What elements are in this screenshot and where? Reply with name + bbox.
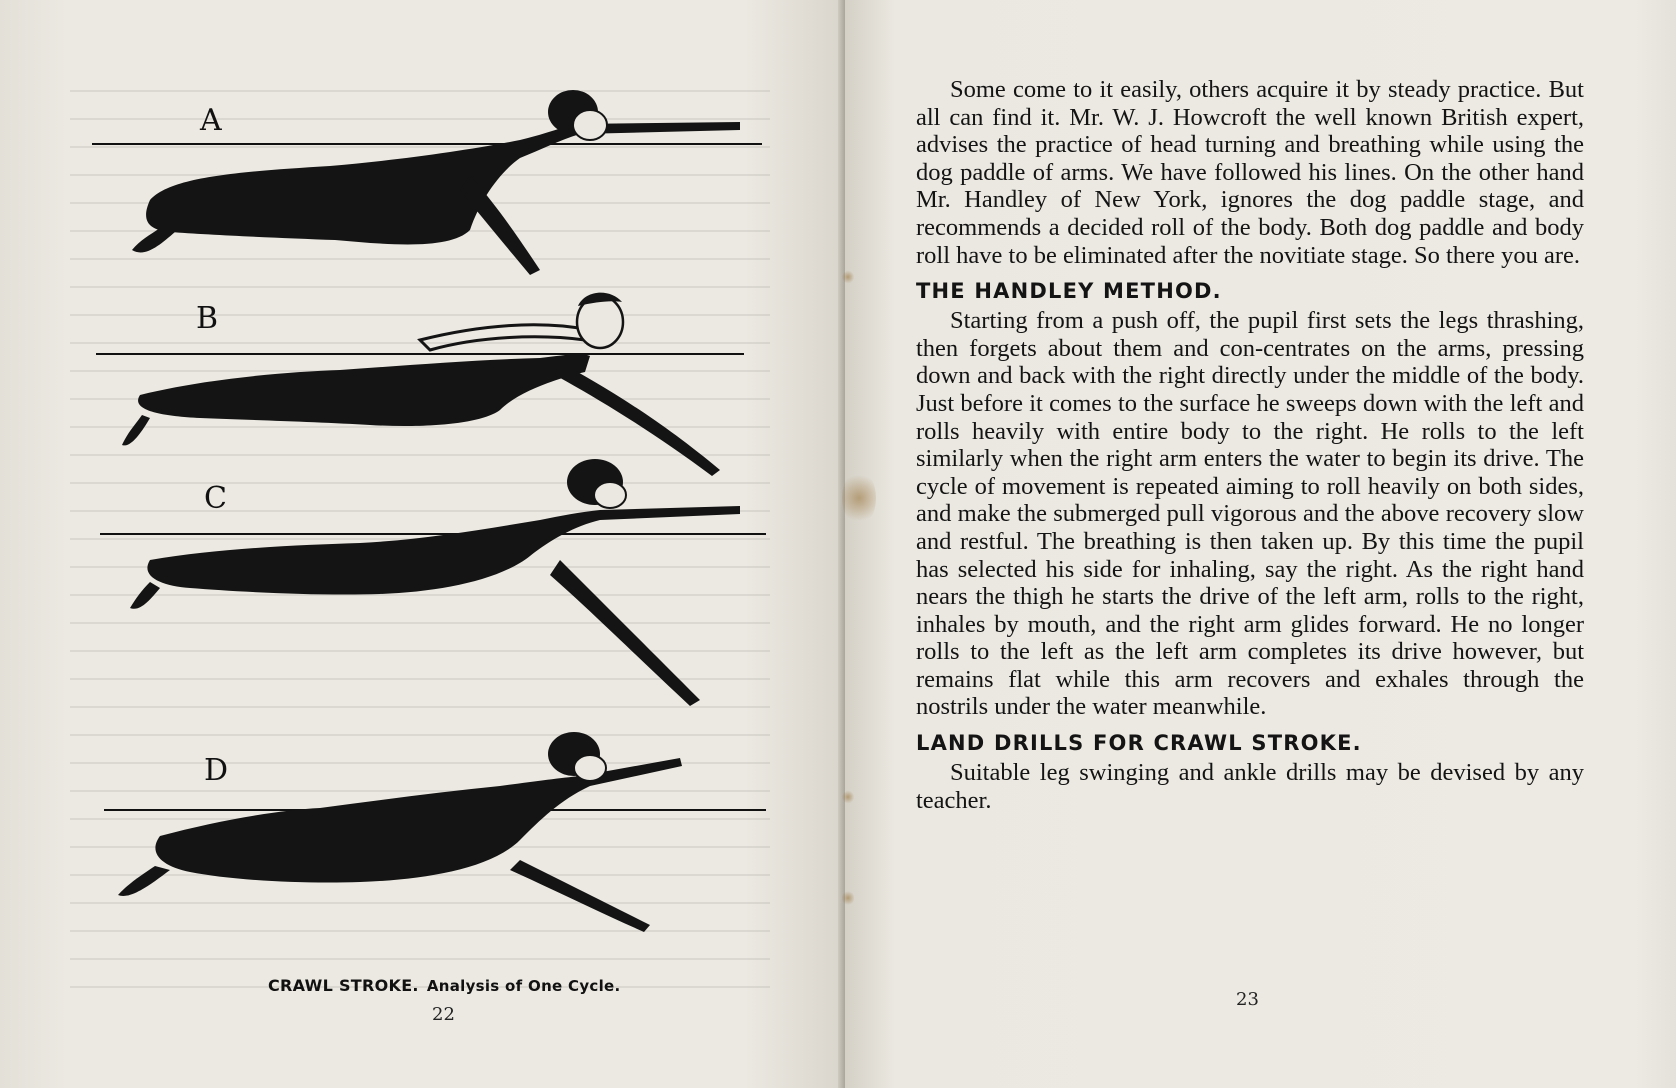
- figure-label-d: D: [204, 753, 229, 788]
- swimmer-c: [100, 459, 766, 706]
- paragraph-land-drills: Suitable leg swinging and ankle drills may be devised by any teacher.: [916, 759, 1584, 814]
- figure-label-b: B: [196, 301, 219, 336]
- figure-caption: [268, 976, 648, 995]
- page-stain: [842, 270, 854, 284]
- heading-land-drills: LAND DRILLS FOR CRAWL STROKE.: [916, 731, 1362, 756]
- paragraph-handley-method: Starting from a push off, the pupil first sets the legs thrashing, then forgets about them and con-centrates on the arms, pressing down and back with the right directly under the middle of the body. Just before it comes to the surface he sweeps down with the left and rolls heavily with entire body to the right. He rolls to the left similarly when the right arm enters the water to begin its drive. The cycle of movement is repeated aiming to roll heavily on both sides, and make the submerged pull vigorous and the above recovery slow and restful. The breathing is then taken up. By this time the pupil has selected his side for inhaling, say the right. As the right hand nears the thigh he starts the drive of the left arm, rolls to the right, inhales by mouth, and the right arm glides forward. He no longer rolls to the left as the left arm completes its drive however, but remains flat while this arm recovers and exhales through the nostrils under the water meanwhile.: [916, 307, 1584, 721]
- page-stain: [842, 890, 854, 906]
- caption-main: CRAWL STROKE.: [268, 976, 419, 995]
- page-stain: [842, 790, 854, 804]
- heading-handley-method: THE HANDLEY METHOD.: [916, 279, 1222, 304]
- caption-sub: Analysis of One Cycle.: [426, 977, 621, 995]
- page-number-right: 23: [1236, 989, 1259, 1010]
- swimmer-a: [92, 90, 762, 275]
- page-stain: [842, 470, 876, 526]
- figure-label-c: C: [204, 481, 227, 516]
- right-page-text: [916, 76, 1584, 814]
- swimmer-b: [96, 293, 744, 476]
- page-number-left: 22: [432, 1004, 455, 1025]
- paragraph-intro: Some come to it easily, others acquire it by steady practice. But all can find it. Mr. W. J. Howcroft the well known British expert, advises the practice of head turning and breathing while using the dog paddle of arms. We have followed his lines. On the other hand Mr. Handley of New York, ignores the dog paddle stage, and recommends a decided roll of the body. Both dog paddle and body roll have to be eliminated after the novitiate stage. So there you are.: [916, 76, 1584, 269]
- figure-label-a: A: [200, 103, 222, 138]
